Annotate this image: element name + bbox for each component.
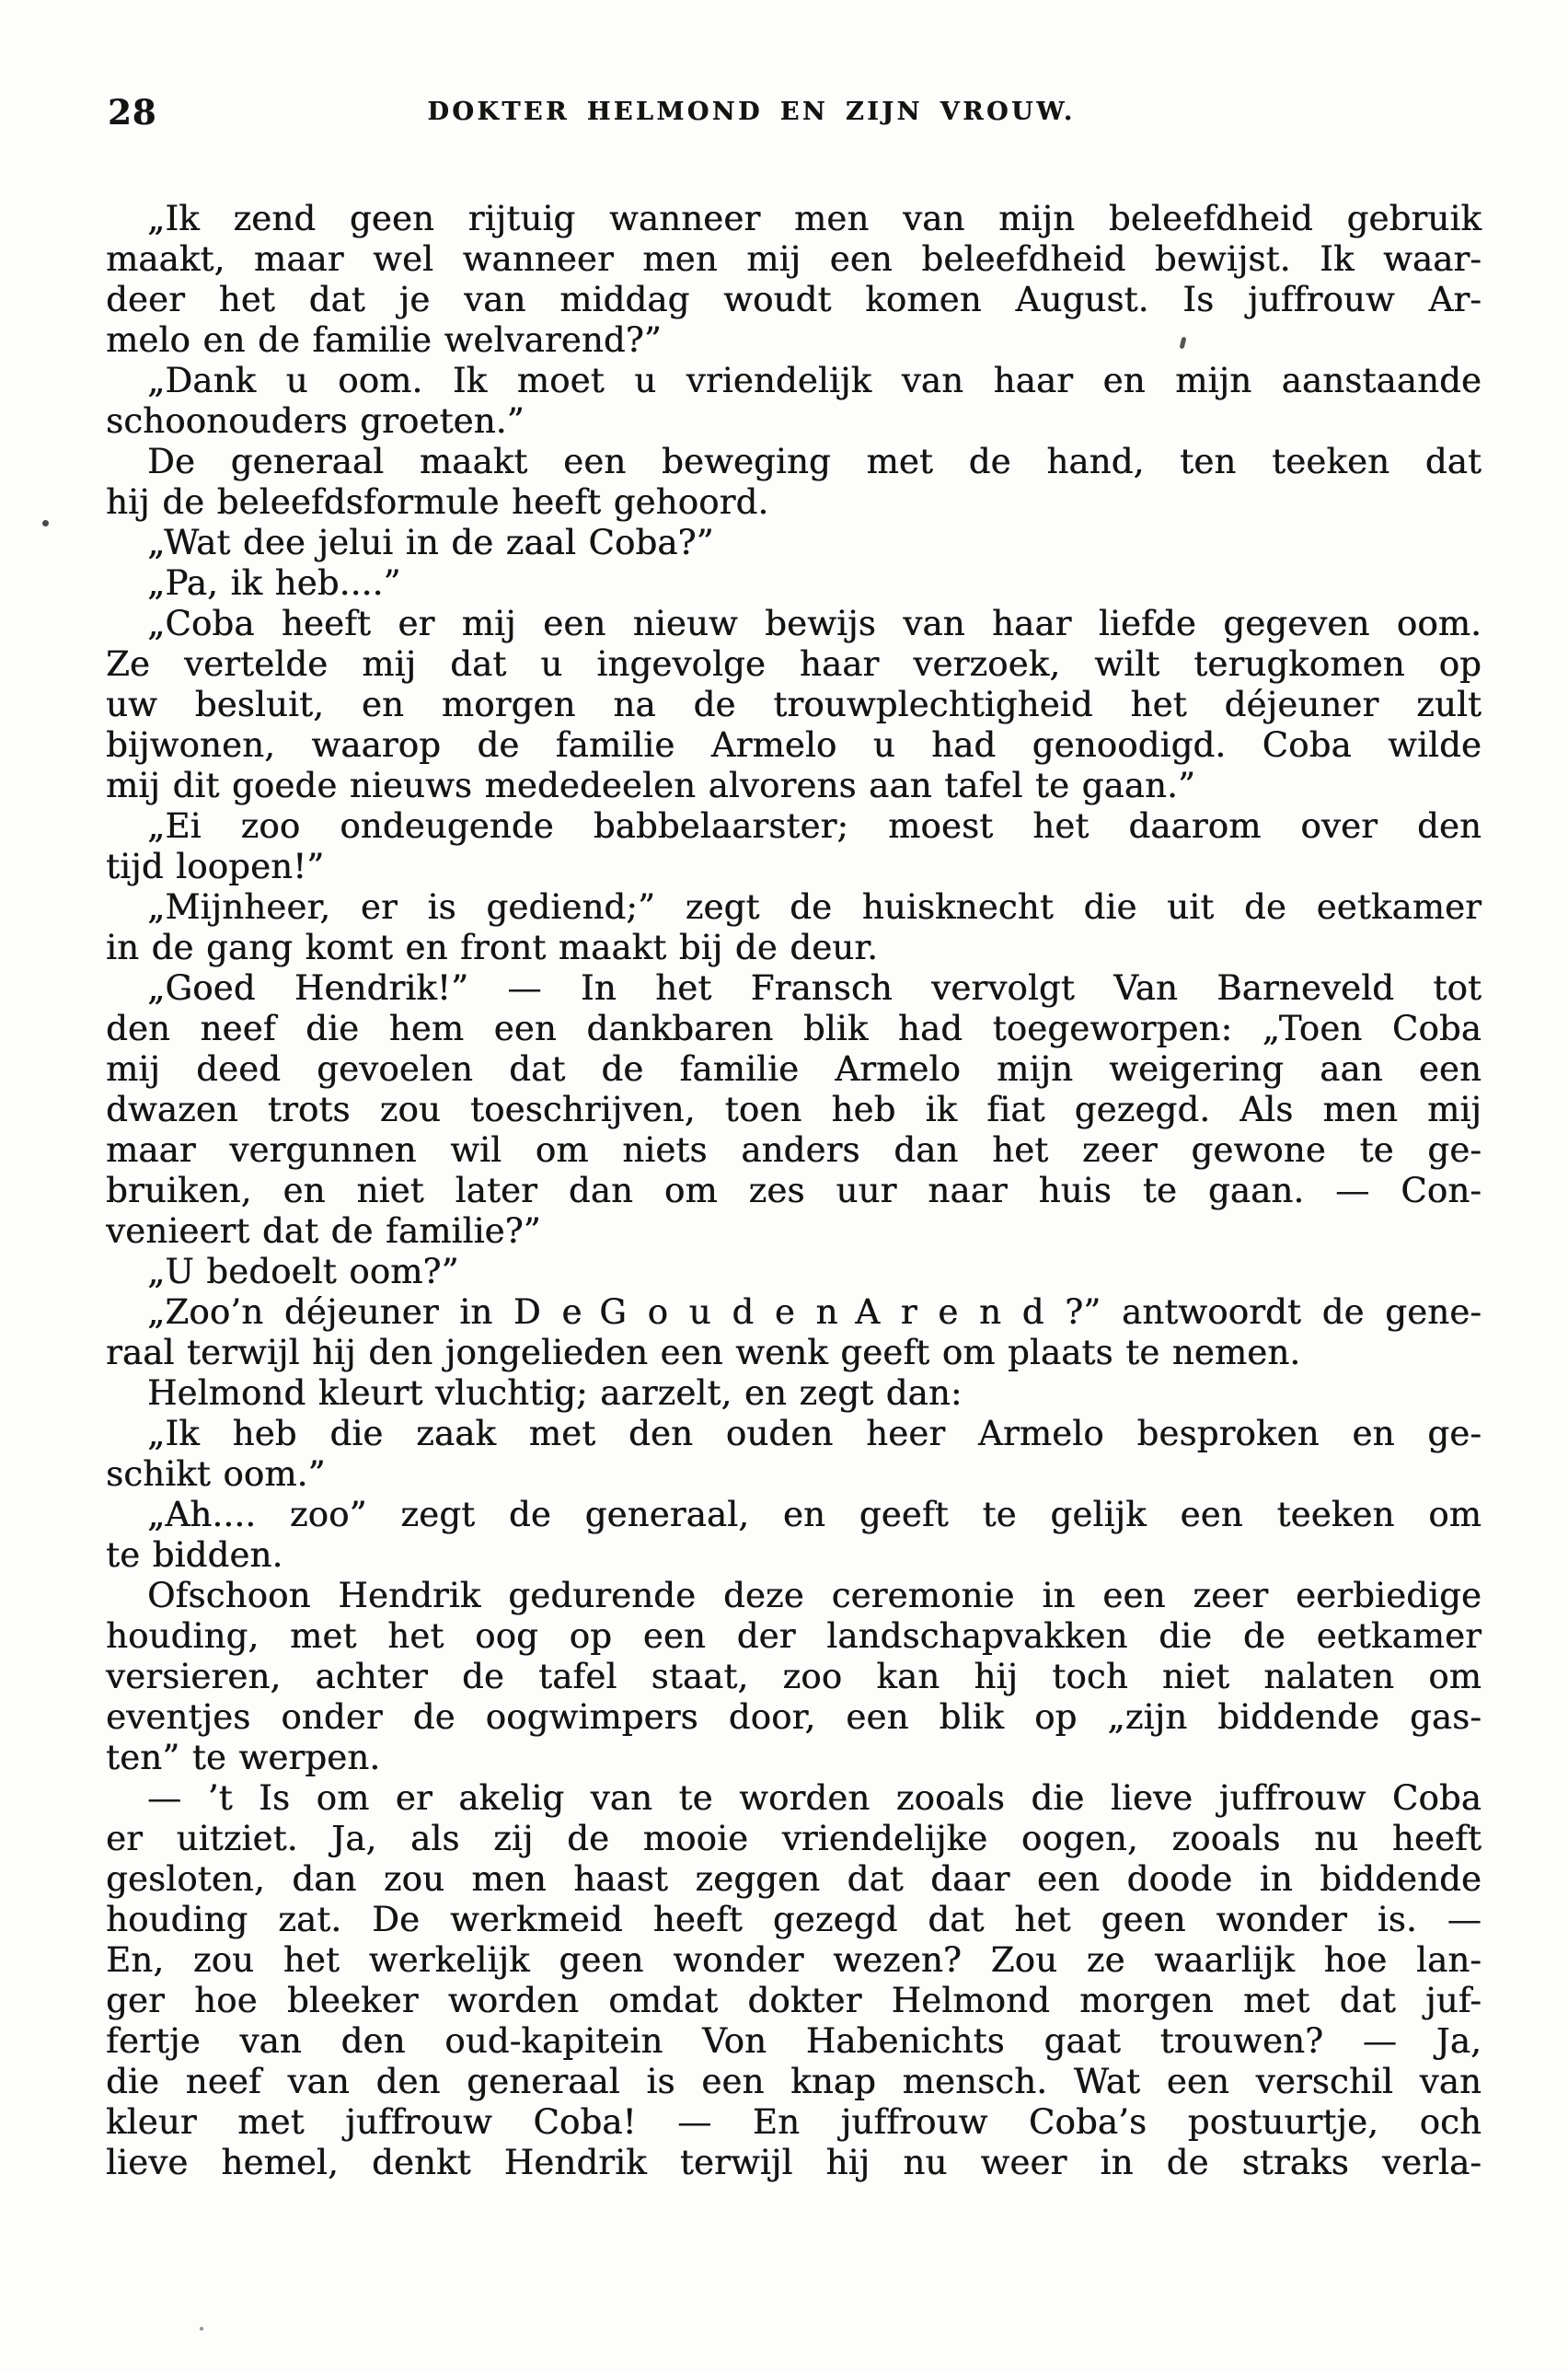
paragraph [106,968,1482,1252]
paragraph [106,1252,1482,1292]
text-line: ten” te werpen. [106,1738,381,1777]
paragraph [106,604,1482,806]
text-line: die neef van den generaal is een knap mensch. Wat een verschil van [106,2062,1482,2101]
text-line: „Ei zoo ondeugende babbelaarster; moest het daarom over den [147,806,1482,846]
paragraph [106,887,1482,968]
paragraph [106,563,1482,604]
text-line: mij deed gevoelen dat de familie Armelo mijn weigering aan een [106,1049,1482,1089]
text-line: melo en de familie welvarend?” [106,320,662,360]
text-line: maar vergunnen wil om niets anders dan het zeer gewone te ge- [106,1130,1482,1170]
text-line: „Wat dee jelui in de zaal Coba?” [147,523,714,562]
text-line: venieert dat de familie?” [106,1211,541,1251]
text-line: „Goed Hendrik!” — In het Fransch vervolgt Van Barneveld tot [147,968,1482,1008]
page-number: 28 [108,92,157,133]
text-line: „Pa, ik heb....” [147,563,401,603]
text-line: „U bedoelt oom?” [147,1252,459,1291]
paragraph [106,1292,1482,1373]
text-line: „Zoo’n déjeuner in D e G o u d e n A r e n d ?” antwoordt de gene- [147,1292,1482,1332]
text-line: Helmond kleurt vluchtig; aarzelt, en zegt dan: [147,1373,963,1413]
text-line: hij de beleefdsformule heeft gehoord. [106,482,769,522]
paragraph [106,523,1482,563]
text-line: fertje van den oud-kapitein Von Habenichts gaat trouwen? — Ja, [106,2021,1482,2061]
text-line: kleur met juffrouw Coba! — En juffrouw Coba’s postuurtje, och [106,2102,1482,2142]
running-title: DOKTER HELMOND EN ZIJN VROUW. [427,98,1076,126]
text-line: tijd loopen!” [106,847,325,886]
text-line: „Ik heb die zaak met den ouden heer Armelo besproken en ge- [147,1414,1482,1453]
paragraph [106,1373,1482,1414]
text-line: in de gang komt en front maakt bij de deur. [106,928,879,967]
text-line: raal terwijl hij den jongelieden een wenk geeft om plaats te nemen. [106,1333,1301,1372]
text-line: De generaal maakt een beweging met de hand, ten teeken dat [147,442,1482,481]
text-line: „Mijnheer, er is gediend;” zegt de huisknecht die uit de eetkamer [147,887,1482,927]
paragraph [106,361,1482,442]
text-line: „Dank u oom. Ik moet u vriendelijk van haar en mijn aanstaande [147,361,1482,400]
text-line: „Ah.... zoo” zegt de generaal, en geeft te gelijk een teeken om [147,1495,1482,1534]
text-line: „Coba heeft er mij een nieuw bewijs van haar liefde gegeven oom. [147,604,1482,643]
text-line: uw besluit, en morgen na de trouwplechtigheid het déjeuner zult [106,685,1482,724]
text-line: En, zou het werkelijk geen wonder wezen? Zou ze waarlijk hoe lan- [106,1940,1482,1980]
text-line: eventjes onder de oogwimpers door, een blik op „zijn biddende gas- [106,1697,1482,1737]
text-line: gesloten, dan zou men haast zeggen dat daar een doode in biddende [106,1859,1482,1899]
ink-speck [42,520,49,526]
paragraph [106,1495,1482,1576]
running-header [106,92,1482,136]
text-line: bruiken, en niet later dan om zes uur naar huis te gaan. — Con- [106,1171,1482,1210]
text-line: houding, met het oog op een der landschapvakken die de eetkamer [106,1616,1482,1656]
paragraph [106,806,1482,887]
text-line: schikt oom.” [106,1454,326,1494]
text-line: deer het dat je van middag woudt komen August. Is juffrouw Ar- [106,280,1482,319]
text-line: mij dit goede nieuws mededeelen alvorens aan tafel te gaan.” [106,766,1196,805]
text-line: bijwonen, waarop de familie Armelo u had genoodigd. Coba wilde [106,725,1482,765]
ink-speck [200,2327,203,2331]
text-line: „Ik zend geen rijtuig wanneer men van mijn beleefdheid gebruik [147,199,1482,238]
text-line: Ze vertelde mij dat u ingevolge haar verzoek, wilt terugkomen op [106,644,1482,684]
text-line: lieve hemel, denkt Hendrik terwijl hij nu weer in de straks verla- [106,2143,1482,2182]
text-line: maakt, maar wel wanneer men mij een beleefdheid bewijst. Ik waar- [106,239,1482,279]
text-line: Ofschoon Hendrik gedurende deze ceremonie in een zeer eerbiedige [147,1576,1482,1615]
text-line: dwazen trots zou toeschrijven, toen heb ik fiat gezegd. Als men mij [106,1090,1482,1129]
paragraph [106,1576,1482,1778]
text-line: ger hoe bleeker worden omdat dokter Helmond morgen met dat juf- [106,1981,1482,2020]
paragraph [106,199,1482,361]
text-line: den neef die hem een dankbaren blik had toegeworpen: „Toen Coba [106,1009,1482,1048]
text-block [106,199,1482,2183]
text-line: te bidden. [106,1535,283,1575]
paragraph [106,1778,1482,2183]
text-line: er uitziet. Ja, als zij de mooie vriendelijke oogen, zooals nu heeft [106,1819,1482,1858]
text-line: schoonouders groeten.” [106,401,525,441]
paragraph [106,1414,1482,1495]
text-line: — ’t Is om er akelig van te worden zooals die lieve juffrouw Coba [147,1778,1482,1818]
text-line: versieren, achter de tafel staat, zoo kan hij toch niet nalaten om [106,1657,1482,1696]
paragraph [106,442,1482,523]
text-line: houding zat. De werkmeid heeft gezegd dat het geen wonder is. — [106,1900,1482,1939]
